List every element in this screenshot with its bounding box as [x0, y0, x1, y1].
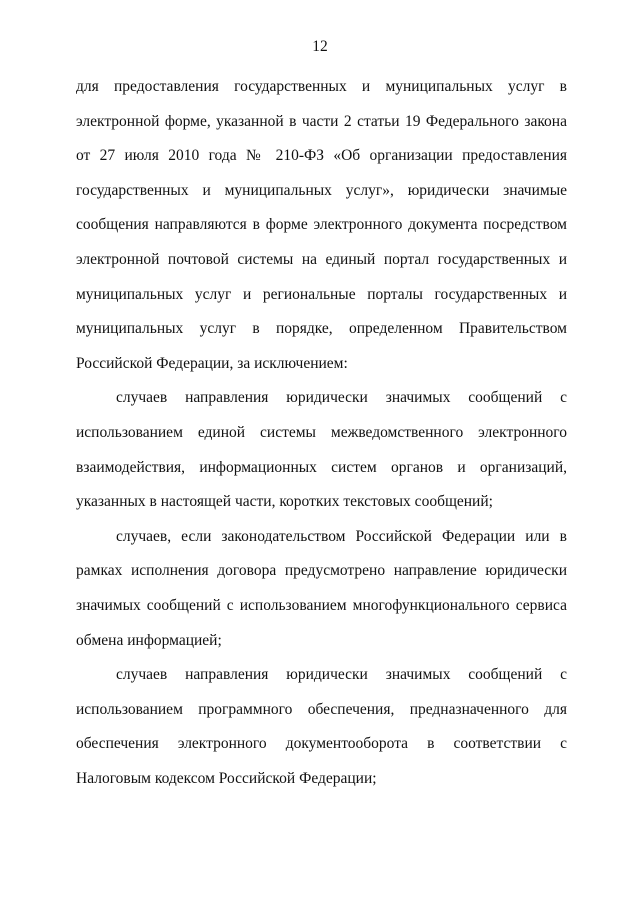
page-number: 12 — [312, 38, 328, 55]
document-body — [76, 70, 567, 796]
paragraph-exception-edo-software: случаев направления юридически значимых сообщений с использованием программного обеспечения, предназначенного для обеспечения электронного документооборота в соответствии с Налоговым кодексом Российской Федерации; — [76, 666, 567, 787]
paragraph-continuation: для предоставления государственных и муниципальных услуг в электронной форме, указанной в части 2 статьи 19 Федерального закона от 27 июля 2010 года № 210-ФЗ «Об организации предоставления государственных и муниципальных услуг», юридически значимые сообщения направляются в форме электронного документа посредством электронной почтовой системы на единый портал государственных и муниципальных услуг и региональные порталы государственных и муниципальных услуг в порядке, определенном Правительством Российской Федерации, за исключением: — [76, 78, 567, 372]
paragraph-exception-multifunctional-service: случаев, если законодательством Российской Федерации или в рамках исполнения договора предусмотрено направление юридически значимых сообщений с использованием многофункционального сервиса обмена информацией; — [76, 527, 567, 649]
paragraph-exception-interagency: случаев направления юридически значимых сообщений с использованием единой системы межведомственного электронного взаимодействия, информационных систем органов и организаций, указанных в настоящей части, коротких текстовых сообщений; — [76, 389, 567, 511]
